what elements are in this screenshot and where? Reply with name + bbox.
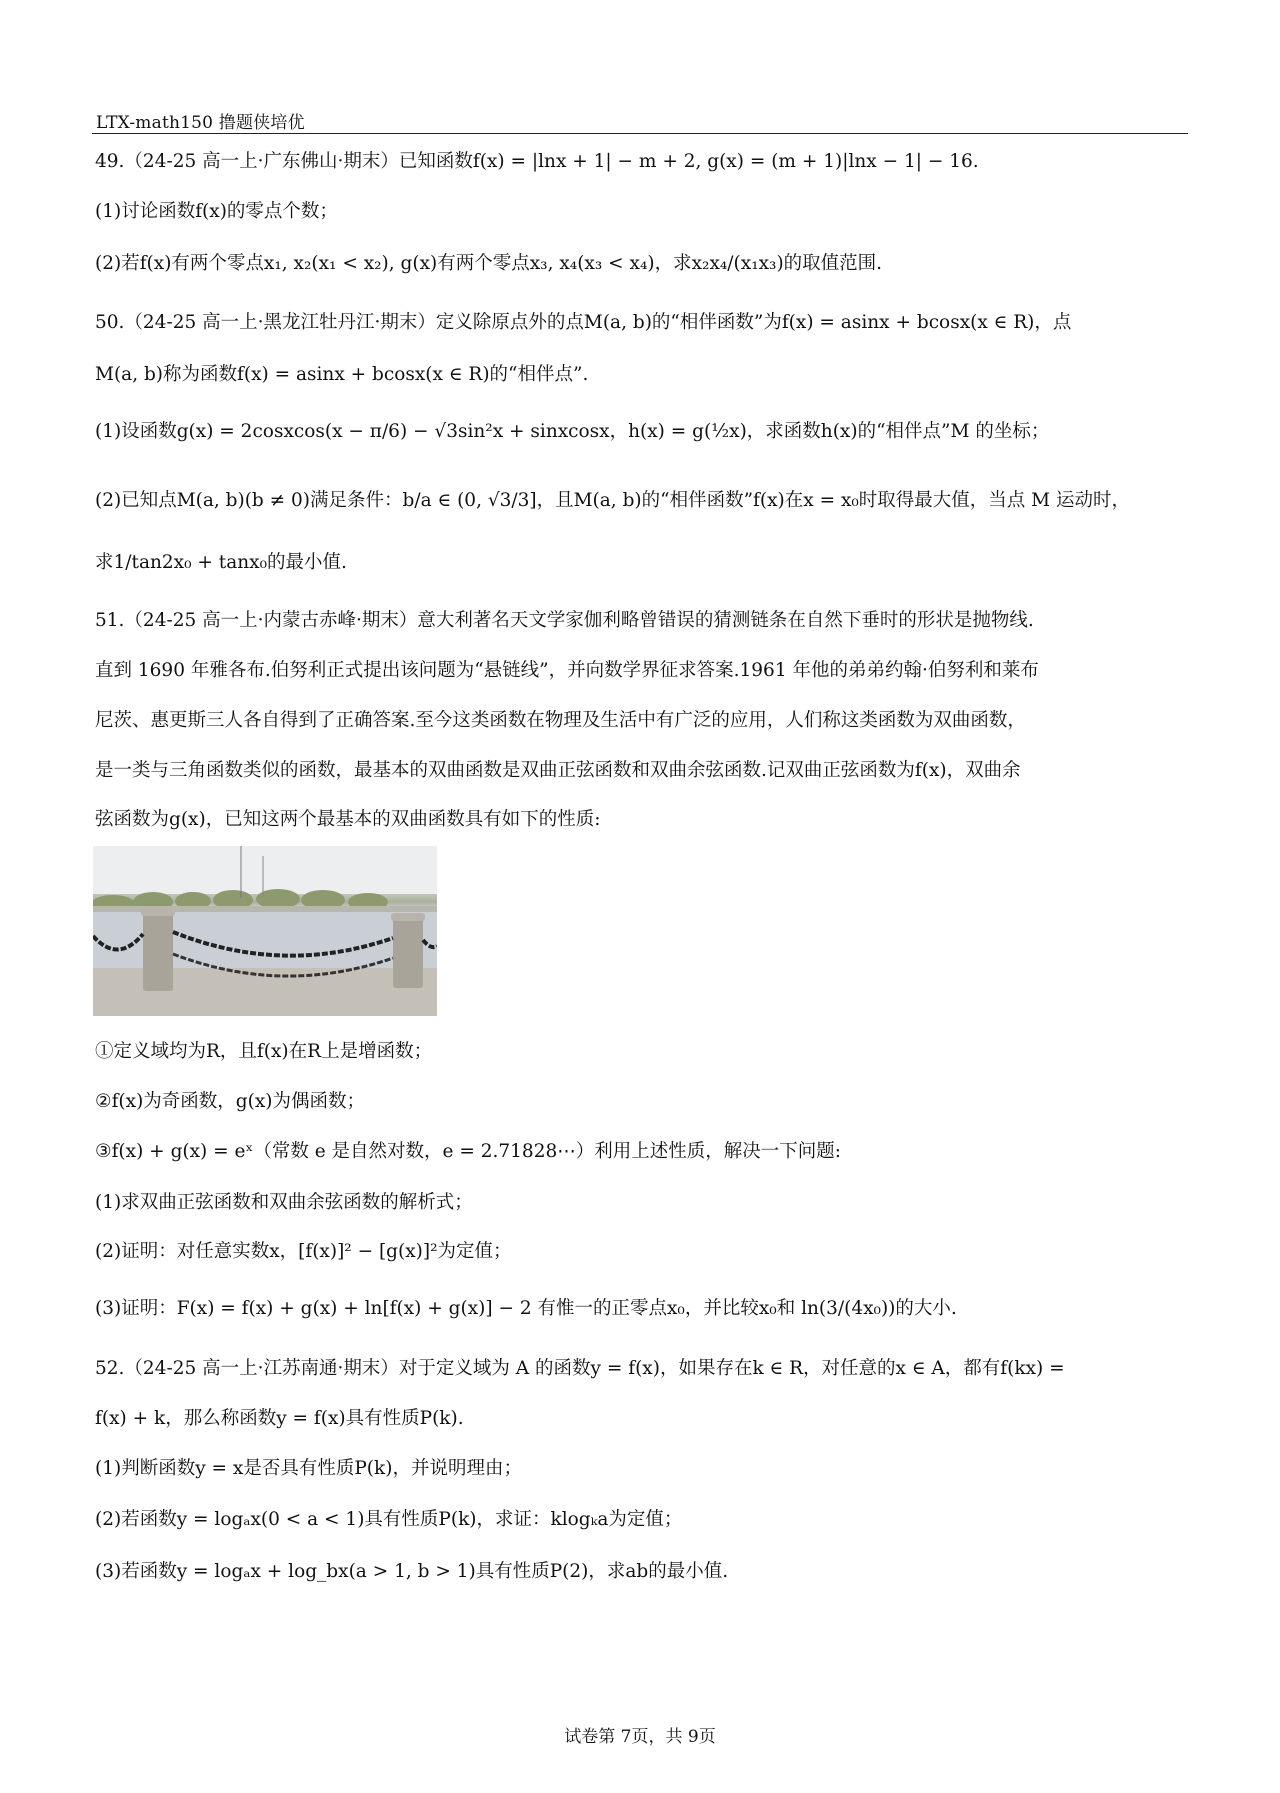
q51-part2: (2)证明：对任意实数x，[f(x)]² − [g(x)]²为定值； xyxy=(95,1241,512,1262)
page-footer: 试卷第 7页，共 9页 xyxy=(564,1727,716,1747)
q52-stem-line1: 52.（24-25 高一上·江苏南通·期末）对于定义域为 A 的函数y = f(x)，如果存在k ∈ R，对任意的x ∈ A，都有f(kx) = xyxy=(95,1358,1065,1379)
q51-stem-line3: 尼茨、惠更斯三人各自得到了正确答案.至今这类函数在物理及生活中有广泛的应用，人们称这类函数为双曲函数， xyxy=(95,710,1026,731)
q51-property2: ②f(x)为奇函数，g(x)为偶函数； xyxy=(95,1091,366,1112)
q51-property3: ③f(x) + g(x) = eˣ（常数 e 是自然对数，e = 2.71828⋯）利用上述性质，解决一下问题: xyxy=(95,1141,841,1162)
q51-part3: (3)证明：F(x) = f(x) + g(x) + ln[f(x) + g(x)] − 2 有惟一的正零点x₀，并比较x₀和 ln(3/(4x₀))的大小. xyxy=(95,1298,957,1319)
q49-part2: (2)若f(x)有两个零点x₁, x₂(x₁ < x₂), g(x)有两个零点x₃, x₄(x₃ < x₄)，求x₂x₄/(x₁x₃)的取值范围. xyxy=(95,253,883,274)
q52-part1: (1)判断函数y = x是否具有性质P(k)，并说明理由； xyxy=(95,1458,522,1479)
q50-stem-line2: M(a, b)称为函数f(x) = asinx + bcosx(x ∈ R)的“相伴点”. xyxy=(95,364,589,385)
q50-part2-cont: 求1/tan2x₀ + tanx₀的最小值. xyxy=(95,552,347,573)
q51-property1: ①定义域均为R，且f(x)在R上是增函数； xyxy=(95,1041,433,1062)
q51-stem-line4: 是一类与三角函数类似的函数，最基本的双曲函数是双曲正弦函数和双曲余弦函数.记双曲正弦函数为f(x)，双曲余 xyxy=(95,760,1021,781)
q49-part1: (1)讨论函数f(x)的零点个数； xyxy=(95,201,338,222)
q52-part2: (2)若函数y = logₐx(0 < a < 1)具有性质P(k)，求证：klogₖa为定值； xyxy=(95,1509,683,1530)
q51-stem-line2: 直到 1690 年雅各布.伯努利正式提出该问题为“悬链线”，并向数学界征求答案.1961 年他的弟弟约翰·伯努利和莱布 xyxy=(95,660,1039,681)
q51-stem-line1: 51.（24-25 高一上·内蒙古赤峰·期末）意大利著名天文学家伽利略曾错误的猜测链条在自然下垂时的形状是抛物线. xyxy=(95,610,1034,631)
q50-part2: (2)已知点M(a, b)(b ≠ 0)满足条件：b/a ∈ (0, √3/3]，且M(a, b)的“相伴函数”f(x)在x = x₀时取得最大值，当点 M 运动时， xyxy=(95,490,1131,511)
chain-fence-icon xyxy=(93,846,437,1016)
header-divider xyxy=(92,133,1188,134)
q51-part1: (1)求双曲正弦函数和双曲余弦函数的解析式； xyxy=(95,1192,473,1213)
q52-part3: (3)若函数y = logₐx + log_bx(a > 1, b > 1)具有性质P(2)，求ab的最小值. xyxy=(95,1561,729,1582)
page-header: LTX-math150 撸题侠培优 xyxy=(96,113,305,133)
q50-stem-line1: 50.（24-25 高一上·黑龙江牡丹江·期末）定义除原点外的点M(a, b)的“相伴函数”为f(x) = asinx + bcosx(x ∈ R)，点 xyxy=(95,312,1072,333)
q49-stem: 49.（24-25 高一上·广东佛山·期末）已知函数f(x) = |lnx + 1| − m + 2, g(x) = (m + 1)|lnx − 1| − 16. xyxy=(95,151,979,172)
chain-fence-photo xyxy=(93,846,437,1016)
q51-stem-line5: 弦函数为g(x)，已知这两个最基本的双曲函数具有如下的性质: xyxy=(95,809,601,830)
q50-part1: (1)设函数g(x) = 2cosxcos(x − π/6) − √3sin²x + sinxcosx，h(x) = g(½x)，求函数h(x)的“相伴点”M 的坐标； xyxy=(95,421,1050,442)
q52-stem-line2: f(x) + k，那么称函数y = f(x)具有性质P(k). xyxy=(95,1408,464,1429)
